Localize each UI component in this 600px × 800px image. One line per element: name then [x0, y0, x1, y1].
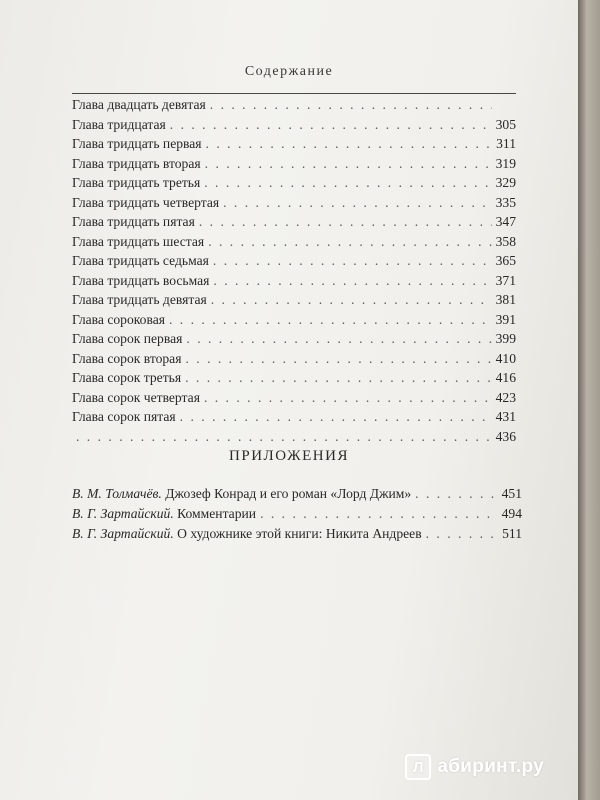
- toc-row: [72, 97, 516, 117]
- toc-page: 311: [496, 136, 516, 151]
- toc-row: [72, 370, 516, 390]
- header-rule: [72, 93, 516, 94]
- toc-title: Глава сорок четвертая: [72, 389, 200, 405]
- toc-leader: [170, 117, 492, 133]
- toc-leader: [169, 312, 492, 328]
- toc-title: Глава сорок первая: [72, 331, 183, 346]
- toc-page: 371: [495, 272, 516, 288]
- appendix-page: 494: [501, 506, 522, 521]
- toc-title: Глава тридцать девятая: [72, 292, 207, 307]
- appendix-page: 511: [502, 526, 522, 541]
- toc-leader: [213, 253, 492, 269]
- labirint-logo-icon: Л: [405, 754, 431, 780]
- page-header: Содержание: [244, 64, 334, 79]
- appendix-entry: [72, 486, 411, 502]
- toc-title: Глава тридцать вторая: [72, 155, 201, 171]
- toc-title: Глава тридцатая: [72, 116, 166, 132]
- toc-page: 399: [495, 331, 516, 346]
- toc-list: [72, 97, 516, 448]
- toc-page: 347: [495, 214, 516, 229]
- toc-title: Глава тридцать третья: [72, 175, 201, 190]
- toc-row: [72, 136, 516, 156]
- labirint-watermark: [405, 754, 544, 780]
- toc-leader: [206, 136, 492, 152]
- toc-leader: [180, 409, 492, 425]
- toc-leader: [426, 526, 498, 542]
- toc-row: [72, 117, 516, 137]
- toc-title: Глава сороковая: [72, 311, 165, 327]
- toc-page: 431: [495, 409, 516, 424]
- toc-page: 423: [495, 389, 516, 405]
- toc-row: [72, 253, 516, 273]
- toc-leader: [76, 429, 492, 445]
- appendix-row: [72, 526, 522, 546]
- page-edge: [578, 0, 600, 800]
- appendix-title: О художнике этой книги: Никита Андреев: [177, 526, 422, 541]
- appendix-author: В. М. Толмачёв.: [72, 486, 162, 501]
- toc-page: 305: [495, 116, 516, 132]
- toc-row: [72, 195, 516, 215]
- toc-page: 335: [495, 194, 516, 210]
- watermark-text: абиринт.ру: [437, 756, 544, 777]
- appendix-list: [72, 486, 522, 546]
- toc-leader: [205, 156, 492, 172]
- toc-leader: [223, 195, 492, 211]
- toc-leader: [213, 273, 491, 289]
- appendix-title: Джозеф Конрад и его роман «Лорд Джим»: [165, 486, 412, 501]
- toc-title: Глава сорок третья: [72, 370, 182, 385]
- toc-page: 329: [495, 175, 516, 190]
- appendix-row: [72, 486, 522, 506]
- toc-page: 391: [495, 311, 516, 327]
- appendix-title: Комментарии: [177, 506, 257, 521]
- toc-title: Глава тридцать первая: [72, 136, 202, 151]
- toc-row: [72, 273, 516, 293]
- toc-leader: [210, 97, 492, 113]
- appendix-heading: ПРИЛОЖЕНИЯ: [229, 448, 349, 464]
- toc-title: Глава сорок вторая: [72, 350, 182, 366]
- toc-page: 416: [495, 370, 516, 385]
- toc-page: 410: [495, 350, 516, 366]
- toc-title: Глава тридцать седьмая: [72, 253, 209, 268]
- toc-row: [72, 312, 516, 332]
- appendix-page: 451: [501, 486, 522, 501]
- appendix-entry: [72, 526, 422, 542]
- toc-page: 358: [495, 233, 516, 249]
- appendix-author: В. Г. Зартайский.: [72, 526, 174, 541]
- toc-leader: [186, 331, 491, 347]
- toc-row: [72, 409, 516, 429]
- toc-title: Глава сорок пятая: [72, 409, 176, 424]
- toc-leader: [415, 486, 497, 502]
- toc-leader: [208, 234, 491, 250]
- toc-leader: [185, 370, 492, 386]
- toc-row: [72, 390, 516, 410]
- toc-leader: [211, 292, 492, 308]
- appendix-row: [72, 506, 522, 526]
- toc-leader: [204, 390, 492, 406]
- toc-leader: [260, 506, 498, 522]
- toc-page: 365: [495, 253, 516, 268]
- toc-row: [72, 292, 516, 312]
- toc-row: [72, 214, 516, 234]
- toc-row: [72, 175, 516, 195]
- toc-leader: [199, 214, 492, 230]
- toc-row: [72, 331, 516, 351]
- toc-title: Глава тридцать пятая: [72, 214, 195, 229]
- toc-row: [72, 351, 516, 371]
- toc-leader: [204, 175, 491, 191]
- toc-page: 319: [495, 155, 516, 171]
- toc-row: [72, 234, 516, 254]
- toc-row: [72, 429, 516, 449]
- appendix-entry: [72, 506, 256, 522]
- toc-row: [72, 156, 516, 176]
- toc-title: Глава тридцать восьмая: [72, 272, 210, 288]
- toc-page: 436: [495, 428, 516, 444]
- toc-title: Глава двадцать девятая: [72, 97, 206, 112]
- toc-title: Глава тридцать шестая: [72, 233, 205, 249]
- toc-title: Глава тридцать четвертая: [72, 194, 220, 210]
- appendix-author: В. Г. Зартайский.: [72, 506, 174, 521]
- toc-page: 381: [495, 292, 516, 307]
- toc-leader: [185, 351, 491, 367]
